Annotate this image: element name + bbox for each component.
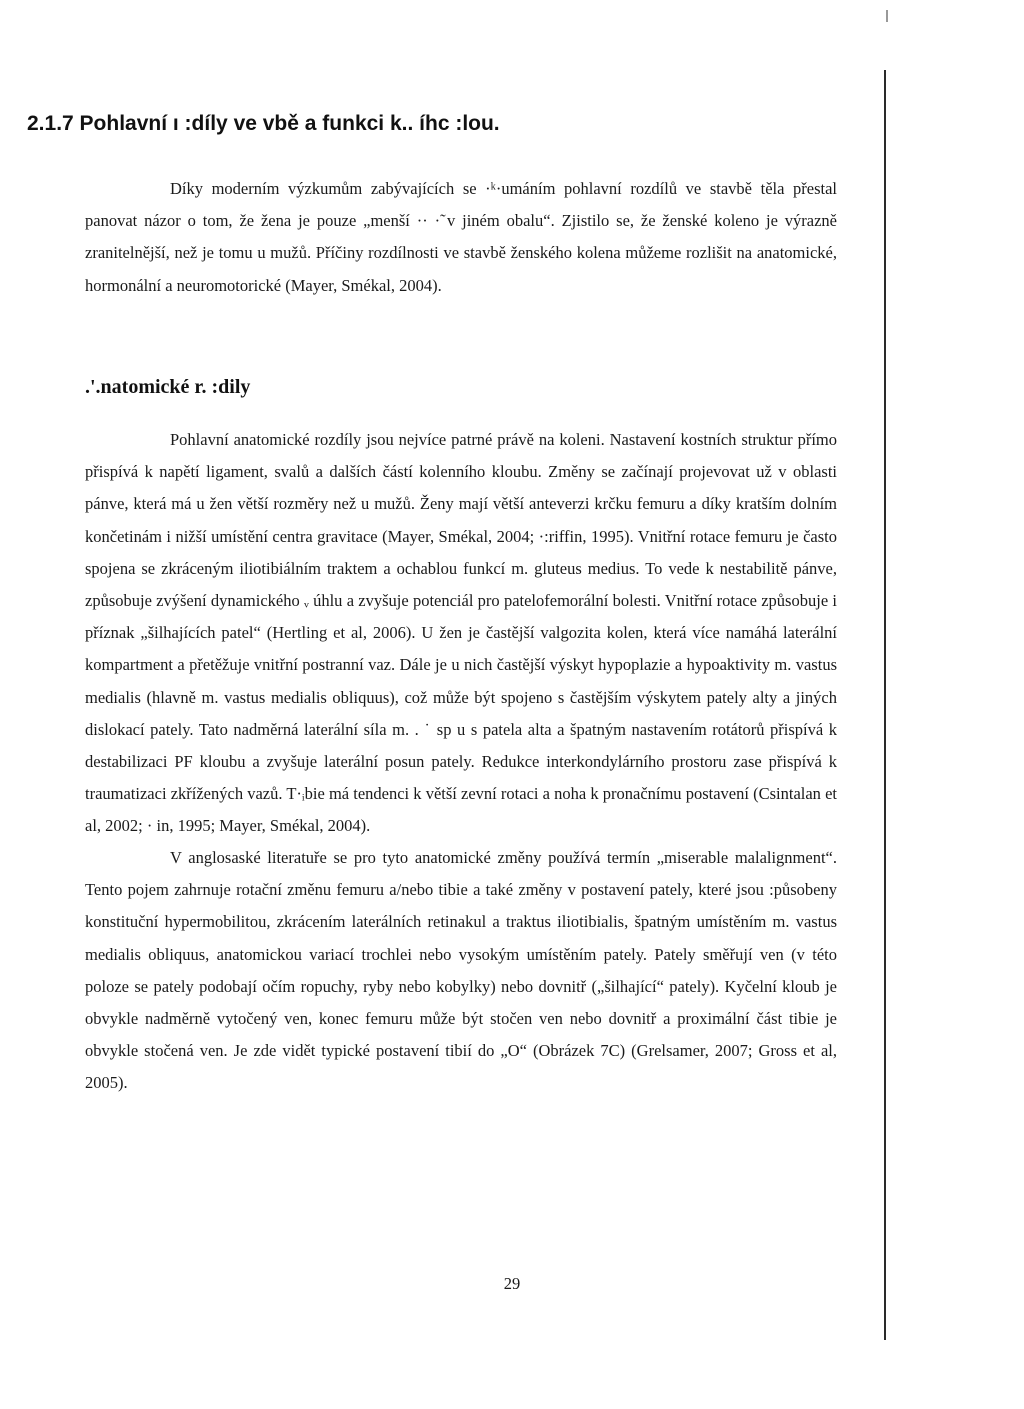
paragraph-anatomical-differences: Pohlavní anatomické rozdíly jsou nejvíce patrné právě na koleni. Nastavení kostních struktur přímo přispívá k napětí ligament, svalů a dalších částí kolenního kloubu. Změny se začínají projevovat už v oblasti pánve, která má u žen větší rozměry než u mužů. Ženy mají větší anteverzi krčku femuru a díky kratším dolním končetinám i nižší umístění centra gravitace (Mayer, Smékal, 2004; ·:riffin, 1995). Vnitřní rotace femuru je často spojena se zkráceným iliotibiálním traktem a ochablou funkcí m. gluteus medius. To vede k nestabilitě pánve, způsobuje zvýšení dynamického ᵥ úhlu a zvyšuje potenciál pro patelofemorální bolesti. Vnitřní rotace způsobuje i příznak „šilhajících patel“ (Hertling et al, 2006). U žen je častější valgozita kolen, která více namáhá laterální kompartment a přetěžuje vnitřní postranní vaz. Dále je u nich častější výskyt hypoplazie a hypoaktivity m. vastus medialis (hlavně m. vastus medialis obliquus), což může být spojeno s častějším výskytem pately alty a jiných dislokací pately. Tato nadměrná laterální síla m. . ˙ sp u s patela alta a špatným nastavením rotátorů přispívá k destabilizaci PF kloubu a zvyšuje laterální posun pately. Redukce interkondylárního prostoru zase přispívá k traumatizaci zkřížených vazů. T·ᵢbie má tendenci k větší zevní rotaci a noha k pronačnímu postavení (Csintalan et al, 2002; · in, 1995; Mayer, Smékal, 2004).	[85, 430, 837, 836]
section-heading: 2.1.7 Pohlavní ı :díly ve vbě a funkci k.. íhc :lou.	[27, 112, 500, 135]
paragraph-intro: Díky moderním výzkumům zabývajících se ·ᵏ·umáním pohlavní rozdílů ve stavbě těla přestal panovat názor o tom, že žena je pouze „menší ·· ·̃ v jiném obalu“. Zjistilo se, že ženské koleno je výrazně zranitelnější, než je tomu u mužů. Příčiny rozdílnosti ve stavbě ženského kolena můžeme rozlišit na anatomické, hormonální a neuromotorické (Mayer, Smékal, 2004).	[85, 179, 837, 295]
scan-artifact-line	[884, 70, 886, 1340]
paragraph-miserable-malalignment: V anglosaské literatuře se pro tyto anatomické změny používá termín „miserable malalignment“. Tento pojem zahrnuje rotační změnu femuru a/nebo tibie a také změny v postavení pately, které jsou :působeny konstituční hypermobilitou, zkrácením laterálních retinakul a traktus iliotibialis, špatným umístěním m. vastus medialis obliquus, anatomickou variací trochlei nebo vysokým umístěním pately. Pately směřují ven (v této poloze se pately podobají očím ropuchy, ryby nebo kobylky) nebo dovnitř („šilhající“ pately). Kyčelní kloub je obvykle nadměrně vytočený ven, konec femuru může být stočen ven nebo dovnitř a proximální část tibie je obvykle stočená ven. Je zde vidět typické postavení tibií do „O“ (Obrázek 7C) (Grelsamer, 2007; Gross et al, 2005).	[85, 848, 837, 1093]
subsection-heading: .'.natomické r. :dily	[85, 376, 251, 398]
page-number: 29	[503, 1274, 521, 1293]
scan-artifact-mark	[886, 10, 888, 22]
